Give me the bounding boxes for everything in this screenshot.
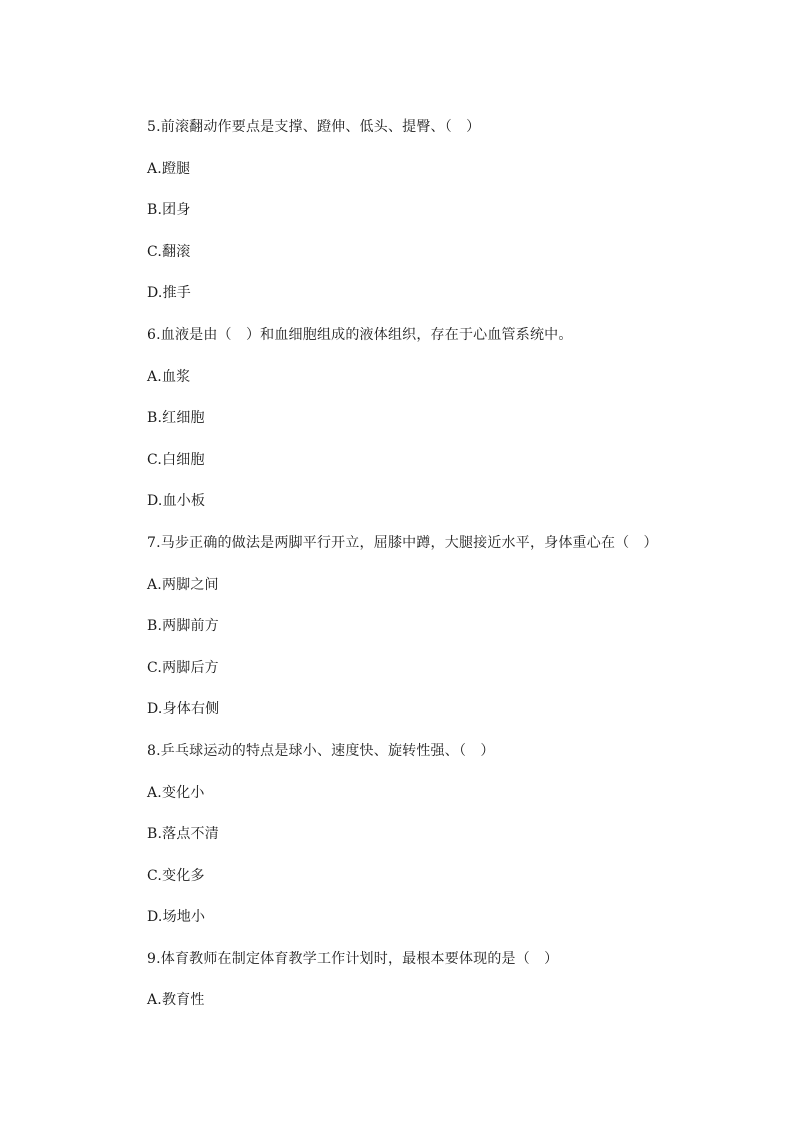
- question-8-option-b: B.落点不清: [147, 826, 219, 843]
- question-5-option-d: D.推手: [147, 285, 191, 302]
- question-9-option-a: A.教育性: [147, 992, 205, 1009]
- question-5-option-a: A.蹬腿: [147, 160, 191, 177]
- question-6-option-b: B.红细胞: [147, 410, 205, 427]
- question-8-option-c: C.变化多: [147, 867, 205, 884]
- question-6-option-d: D.血小板: [147, 493, 206, 510]
- question-5-option-c: C.翻滚: [147, 243, 191, 260]
- question-8-option-a: A.变化小: [147, 784, 205, 801]
- question-7-option-c: C.两脚后方: [147, 659, 219, 676]
- question-9-stem: 9.体育教师在制定体育教学工作计划时，最根本要体现的是（ ）: [147, 950, 559, 967]
- question-6-stem: 6.血液是由（ ）和血细胞组成的液体组织，存在于心血管系统中。: [147, 326, 573, 343]
- question-5-option-b: B.团身: [147, 202, 191, 219]
- question-7-stem: 7.马步正确的做法是两脚平行开立，屈膝中蹲，大腿接近水平，身体重心在（ ）: [147, 534, 658, 551]
- question-7-option-a: A.两脚之间: [147, 576, 219, 593]
- question-6-option-c: C.白细胞: [147, 451, 205, 468]
- question-7-option-d: D.身体右侧: [147, 701, 220, 718]
- question-7-option-b: B.两脚前方: [147, 618, 219, 635]
- question-list: [147, 117, 707, 1032]
- question-5-stem: 5.前滚翻动作要点是支撑、蹬伸、低头、提臀、（ ）: [147, 119, 481, 135]
- question-8-option-d: D.场地小: [147, 909, 206, 926]
- question-6-option-a: A.血浆: [147, 368, 191, 385]
- question-8-stem: 8.乒乓球运动的特点是球小、速度快、旋转性强、（ ）: [147, 742, 495, 759]
